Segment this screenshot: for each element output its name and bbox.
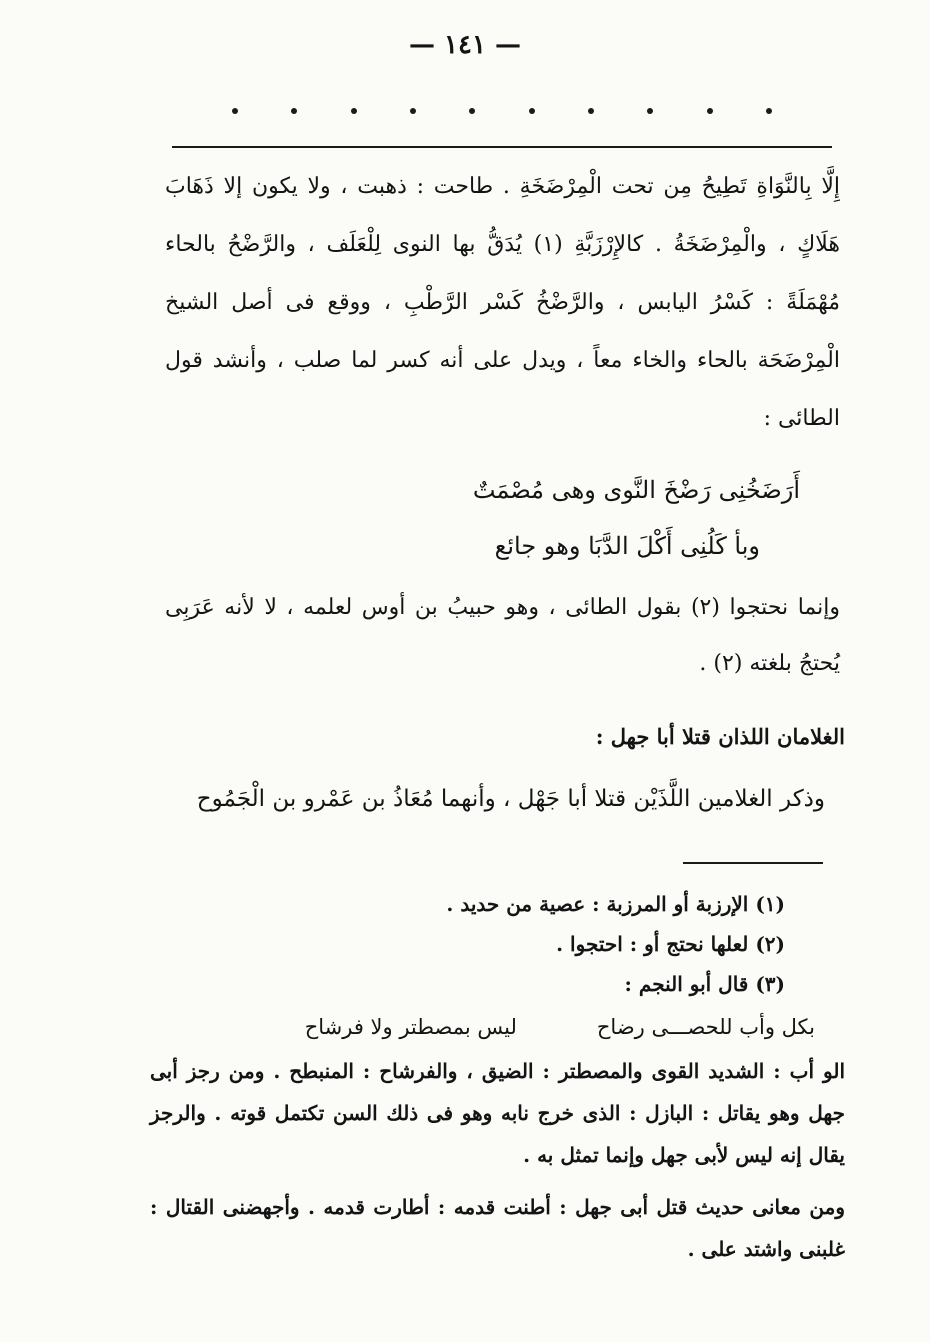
paragraph-2: وإنما نحتجوا (٢) بقول الطائى ، وهو حبيبُ بن أوس لعلمه ، لا لأنه عَرَبِى يُحتجُ بلغته (٢) . [165,595,840,676]
separator-dot [529,108,535,114]
dot-separator [232,108,772,114]
footnote-verse [150,1004,815,1050]
poem-verse-2: وبأ كَلُنِى أَكْلَ الدَّبَا وهو جائع [494,532,760,560]
poem-verse-1: أَرَضَخُنِى رَضْخَ النَّوى وهى مُصْمَتٌ [472,476,800,504]
footnotes [150,884,845,1270]
main-paragraph: إِلَّا بِالنَّوَاةِ تَطِيحُ مِن تحت الْمِرْضَخَةِ . طاحت : ذهبت ، ولا يكون إلا ذَهَابَ هَلَاكٍ ، والْمِرْضَخَةُ . كالإِرْزَبَّةِ (١) يُدَقُّ بها النوى لِلْعَلَف ، والرَّضْحُ بالحاء مُهْمَلَةً : كَسْرُ اليابس ، والرَّضْخُ كَسْر الرَّطْبِ ، ووقع فى أصل الشيخ الْمِرْضَحَة بالحاء والخاء معاً ، ويدل على أنه كسر لما صلب ، وأنشد قول الطائى : [165,174,840,431]
footnote-1: (١) الإرزبة أو المرزبة : عصية من حديد . [446,892,785,916]
separator-dot [707,108,713,114]
footnote-verse-left: ليس بمصطتر ولا فرشاح [304,1015,517,1039]
separator-dot [410,108,416,114]
footnote-explanation: الو أب : الشديد القوى والمصطتر : الضيق ، والفرشاح : المنبطح . ومن رجز أبى جهل وهو يقاتل : البازل : الذى خرج نابه وهو فى ذلك السن تكتمل قوته . والرجز يقال إنه ليس لأبى جهل وإنما تمثل به . [150,1059,845,1167]
footnote-hadith-note: ومن معانى حديث قتل أبى جهل : أطنت قدمه : أطارت قدمه . وأجهضنى القتال : غلبنى واشتد على . [150,1195,845,1261]
poem [200,462,800,574]
top-rule [172,146,832,148]
separator-dot [351,108,357,114]
separator-dot [232,108,238,114]
section-body: وذكر الغلامين اللَّذَيْن قتلا أبا جَهْل ، وأنهما مُعَاذُ بن عَمْرو بن الْجَمُوح [196,786,825,812]
footnote-2: (٢) لعلها نحتج أو : احتجوا . [556,932,785,956]
separator-dot [291,108,297,114]
separator-dot [766,108,772,114]
page-number: — ١٤١ — [408,30,522,60]
main-text [165,158,840,448]
footnote-rule [683,862,823,864]
separator-dot [647,108,653,114]
separator-dot [588,108,594,114]
section-heading: الغلامان اللذان قتلا أبا جهل : [595,724,845,749]
separator-dot [469,108,475,114]
footnote-3: (٣) قال أبو النجم : [624,972,785,996]
footnote-verse-right: بكل وأب للحصـــى رضاح [596,1015,815,1039]
